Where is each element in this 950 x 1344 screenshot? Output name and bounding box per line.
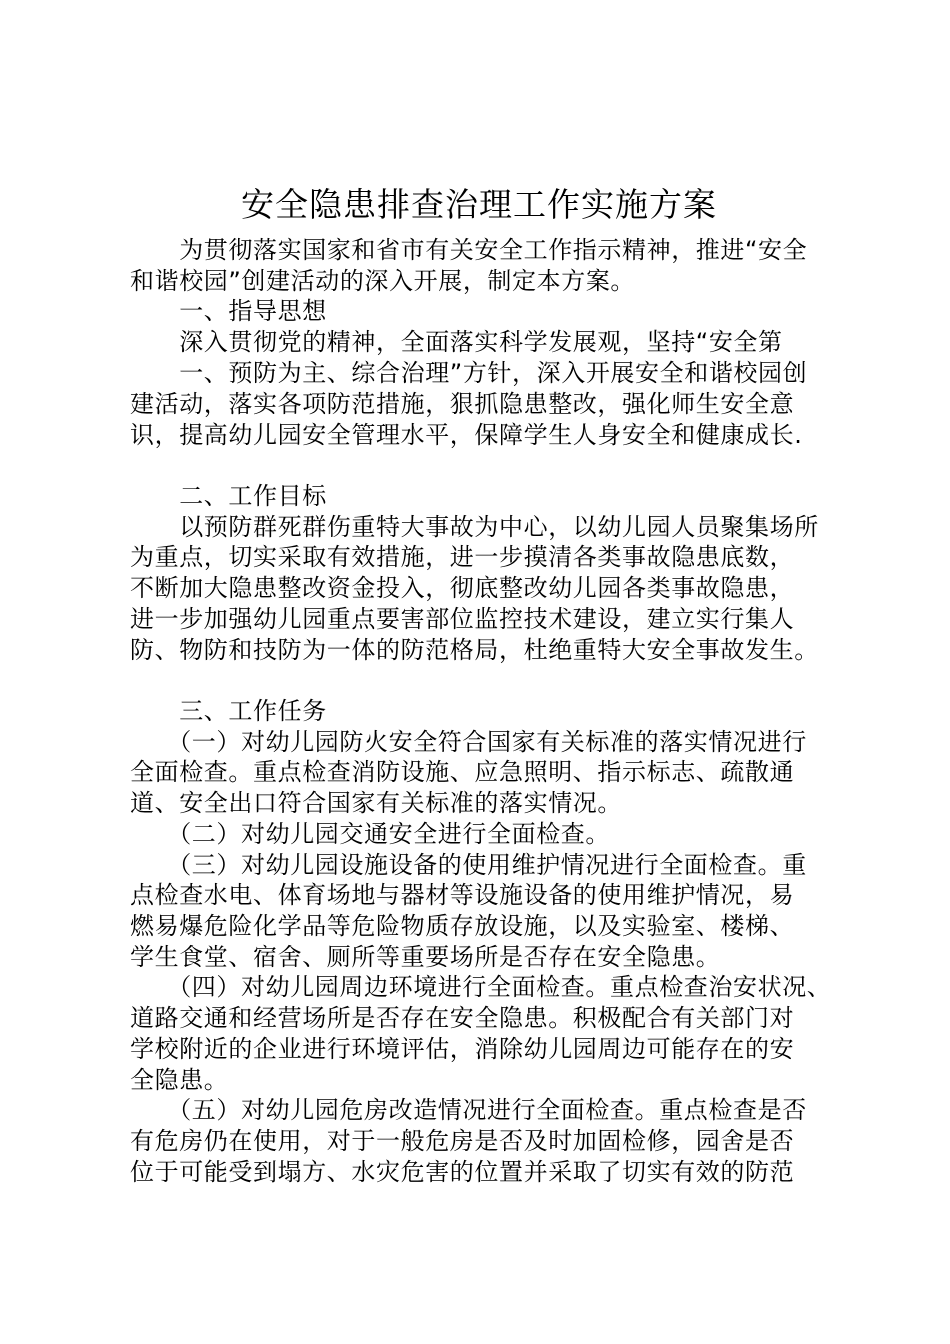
body-line: 点检查水电、体育场地与器材等设施设备的使用维护情况，易: [130, 881, 795, 909]
body-line: 建活动，落实各项防范措施，狠抓隐患整改，强化师生安全意: [130, 390, 795, 418]
body-line: 全面检查。重点检查消防设施、应急照明、指示标志、疏散通: [130, 758, 795, 786]
body-line: 防、物防和技防为一体的防范格局，杜绝重特大安全事故发生。: [130, 636, 819, 664]
body-line: 燃易爆危险化学品等危险物质存放设施，以及实验室、楼梯、: [130, 912, 795, 940]
body-line: （一）对幼儿园防火安全符合国家有关标准的落实情况进行: [130, 728, 807, 756]
body-line: 和谐校园”创建活动的深入开展，制定本方案。: [130, 267, 636, 295]
body-line: 有危房仍在使用，对于一般危房是否及时加固检修，园舍是否: [130, 1127, 795, 1155]
body-line: 位于可能受到塌方、水灾危害的位置并采取了切实有效的防范: [130, 1158, 795, 1186]
body-line: 为重点，切实采取有效措施，进一步摸清各类事故隐患底数，: [130, 543, 795, 571]
body-line: 以预防群死群伤重特大事故为中心，以幼儿园人员聚集场所: [130, 513, 819, 541]
body-line: 学校附近的企业进行环境评估，消除幼儿园周边可能存在的安: [130, 1035, 795, 1063]
body-line: （三）对幼儿园设施设备的使用维护情况进行全面检查。重: [130, 851, 807, 879]
body-line: 道路交通和经营场所是否存在安全隐患。积极配合有关部门对: [130, 1004, 795, 1032]
body-line: 一、预防为主、综合治理”方针，深入开展安全和谐校园创: [130, 359, 808, 387]
body-line: 为贯彻落实国家和省市有关安全工作指示精神，推进“安全: [130, 236, 808, 264]
section-heading: 三、工作任务: [130, 697, 327, 725]
body-line: （二）对幼儿园交通安全进行全面检查。: [130, 820, 610, 848]
body-line: 全隐患。: [130, 1066, 229, 1094]
document-title: 安全隐患排查治理工作实施方案: [241, 185, 717, 224]
body-line: （四）对幼儿园周边环境进行全面检查。重点检查治安状况、: [130, 973, 832, 1001]
body-line: （五）对幼儿园危房改造情况进行全面检查。重点检查是否: [130, 1096, 807, 1124]
body-line: 道、安全出口符合国家有关标准的落实情况。: [130, 789, 622, 817]
section-heading: 一、指导思想: [130, 297, 327, 325]
body-line: 不断加大隐患整改资金投入，彻底整改幼儿园各类事故隐患，: [130, 574, 795, 602]
body-line: 深入贯彻党的精神，全面落实科学发展观，坚持“安全第: [130, 328, 783, 356]
body-line: 进一步加强幼儿园重点要害部位监控技术建设，建立实行集人: [130, 605, 795, 633]
body-line: 识，提高幼儿园安全管理水平，保障学生人身安全和健康成长.: [130, 421, 803, 449]
body-line: 学生食堂、宿舍、厕所等重要场所是否存在安全隐患。: [130, 943, 721, 971]
section-heading: 二、工作目标: [130, 482, 327, 510]
